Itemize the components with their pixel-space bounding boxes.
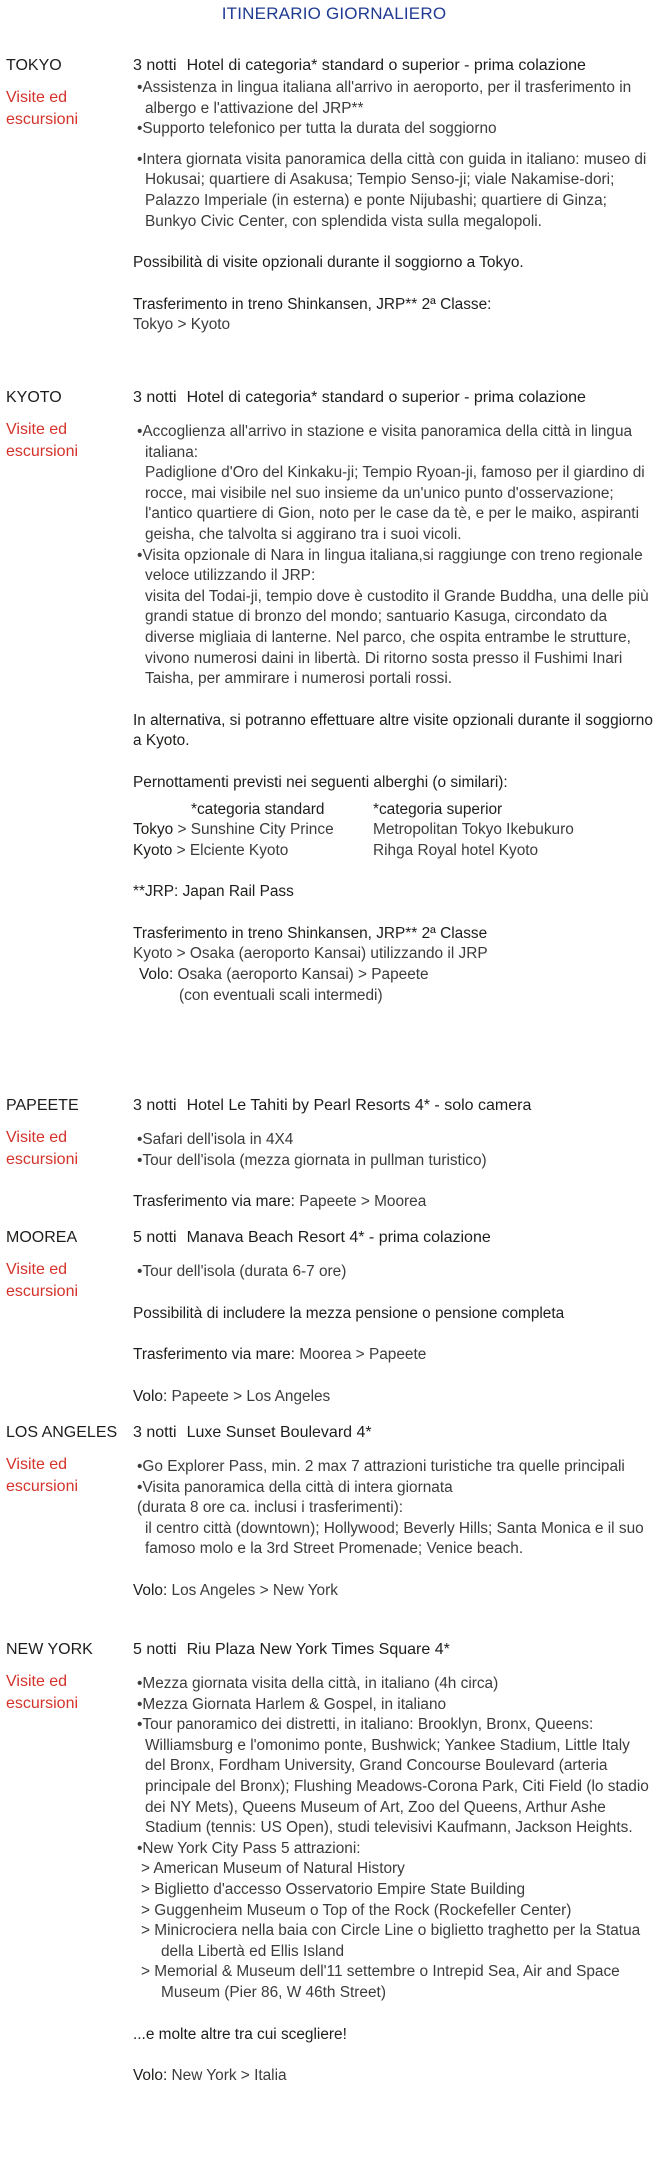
visits-label: Visite ed escursioni: [6, 89, 79, 128]
transfer-route: Kyoto > Osaka (aeroporto Kansai) utilizzando il JRP: [133, 945, 488, 963]
flight-line: Volo: New York > Italia: [133, 2067, 287, 2085]
section-content: [133, 1457, 653, 1602]
hotel-name: Luxe Sunset Boulevard 4*: [186, 1424, 372, 1441]
hotels-intro: Pernottamenti previsti nei seguenti alberghi (o similari):: [133, 773, 508, 791]
section-content: [133, 1262, 653, 1407]
flight-line: Volo: Osaka (aeroporto Kansai) > Papeete: [139, 966, 429, 984]
city-name: PAPEETE: [6, 1097, 79, 1114]
nights: 3 notti: [133, 1424, 177, 1441]
list-item: •Go Explorer Pass, min. 2 max 7 attrazioni turistiche tra quelle principali: [137, 1458, 625, 1475]
visits-label: Visite ed escursioni: [6, 421, 79, 460]
city-name: LOS ANGELES: [6, 1424, 118, 1441]
more-note: ...e molte altre tra cui scegliere!: [133, 2025, 347, 2043]
hotels-header-standard: *categoria standard: [191, 800, 325, 818]
section-content: [133, 1130, 653, 1213]
transfer-line: Trasferimento via mare: Papeete > Moorea: [133, 1193, 427, 1211]
pass-item: > Memorial & Museum dell'11 settembre o Intrepid Sea, Air and Space Museum (Pier 86, W 46th Street): [141, 1963, 620, 2001]
stay-header: [133, 57, 586, 75]
pass-item: > American Museum of Natural History: [141, 1860, 405, 1878]
stay-header: [133, 1229, 491, 1247]
page-title: ITINERARIO GIORNALIERO: [221, 4, 447, 23]
pass-item: > Minicrociera nella baia con Circle Line o biglietto traghetto per la Statua della Libertà ed Ellis Island: [141, 1922, 641, 1960]
list-item: •Visita opzionale di Nara in lingua italiana,si raggiunge con treno regionale veloce utilizzando il JRP:: [137, 546, 643, 585]
pass-item: > Guggenheim Museum o Top of the Rock (Rockefeller Center): [141, 1901, 572, 1919]
nights: 3 notti: [133, 1097, 177, 1114]
hotels-table: [133, 800, 653, 862]
optional-visits: Possibilità di visite opzionali durante il soggiorno a Tokyo.: [133, 254, 524, 272]
list-item: •Mezza Giornata Harlem & Gospel, in italiano: [137, 1695, 447, 1713]
transfer-route: Tokyo > Kyoto: [133, 316, 231, 334]
nights: 5 notti: [133, 1641, 177, 1658]
transfer-label: Trasferimento in treno Shinkansen, JRP** 2ª Classe: [133, 924, 488, 942]
visits-label: Visite ed escursioni: [6, 1129, 79, 1168]
stay-header: [133, 1424, 372, 1442]
city-name: NEW YORK: [6, 1641, 93, 1658]
flight-note: (con eventuali scali intermedi): [179, 986, 383, 1004]
visits-label: Visite ed escursioni: [6, 1456, 79, 1495]
city-name: TOKYO: [6, 57, 62, 74]
list-item: •Supporto telefonico per tutta la durata del soggiorno: [137, 120, 497, 138]
alternative-note: In alternativa, si potranno effettuare altre visite opzionali durante il soggiorno a Kyoto.: [133, 711, 653, 750]
table-row: Kyoto > Elciente Kyoto: [133, 841, 289, 859]
section-content: [133, 422, 653, 1006]
list-item: •Tour panoramico dei distretti, in italiano: Brooklyn, Bronx, Queens: Williamsburg e l'omonimo ponte, Bushwick; Yankee Stadium, Little Italy del Bronx, Fordham University, Grand Concourse Boulevard (arteria principale del Bronx); Flushing Meadows-Corona Park, Citi Field (lo stadio dei NY Mets), Queens Museum of Art, Zoo del Queens, Arthur Ashe Stadium (tennis: US Open), studi televisivi Kaufmann, Jackson Heights.: [137, 1716, 649, 1837]
flight-line: Volo: Los Angeles > New York: [133, 1581, 338, 1599]
list-item: •Intera giornata visita panoramica della città con guida in italiano: museo di Hokusai; quartiere di Asakusa; Tempio Senso-ji; viale Nakamise-dori; Palazzo Imperiale (in esterna) e ponte Nijubashi; quartiere di Ginza; Bunkyo Civic Center, con splendida vista sulla megalopoli.: [137, 150, 647, 230]
list-item: •New York City Pass 5 attrazioni:: [137, 1839, 361, 1857]
list-item-detail: (durata 8 ore ca. inclusi i trasferimenti):: [137, 1499, 404, 1517]
list-item: •Visita panoramica della città di intera giornata: [137, 1478, 453, 1496]
pass-item: > Biglietto d'accesso Osservatorio Empire State Building: [141, 1880, 526, 1898]
list-item: •Mezza giornata visita della città, in italiano (4h circa): [137, 1675, 499, 1692]
city-name: KYOTO: [6, 389, 62, 406]
nights: 3 notti: [133, 57, 177, 74]
list-item: •Accoglienza all'arrivo in stazione e visita panoramica della città in lingua italiana:: [137, 423, 633, 461]
list-item: •Tour dell'isola (durata 6-7 ore): [137, 1263, 347, 1280]
hotel-name: Riu Plaza New York Times Square 4*: [186, 1641, 450, 1658]
section-content: [133, 78, 653, 336]
transfer-label: Trasferimento in treno Shinkansen, JRP** 2ª Classe:: [133, 295, 492, 313]
table-cell: Rihga Royal hotel Kyoto: [373, 841, 539, 859]
hotel-name: Hotel Le Tahiti by Pearl Resorts 4* - solo camera: [186, 1097, 532, 1114]
stay-header: [133, 1641, 450, 1659]
flight-line: Volo: Papeete > Los Angeles: [133, 1387, 331, 1405]
list-item-detail: il centro città (downtown); Hollywood; Beverly Hills; Santa Monica e il suo famoso molo e la 3rd Street Promenade; Venice beach.: [145, 1519, 644, 1558]
hotels-header-superior: *categoria superior: [373, 800, 503, 818]
hotel-name: Hotel di categoria* standard o superior - prima colazione: [186, 57, 586, 74]
visits-label: Visite ed escursioni: [6, 1261, 79, 1300]
section-content: [133, 1674, 653, 2087]
stay-header: [133, 1097, 531, 1115]
nights: 3 notti: [133, 389, 177, 406]
jrp-note: **JRP: Japan Rail Pass: [133, 883, 294, 901]
list-item-detail: visita del Todai-ji, tempio dove è custodito il Grande Buddha, una delle più grandi statue di bronzo del mondo; santuario Kasuga, circondato da diverse migliaia di lanterne. Nel parco, che ospita entrambe le strutture, vivono numerosi daini in libertà. Di ritorno sosta presso il Fushimi Inari Taisha, per ammirare i numerosi portali rossi.: [145, 587, 649, 688]
transfer-line: Trasferimento via mare: Moorea > Papeete: [133, 1346, 427, 1364]
nights: 5 notti: [133, 1229, 177, 1246]
table-cell: Metropolitan Tokyo Ikebukuro: [373, 821, 574, 839]
hotel-name: Manava Beach Resort 4* - prima colazione: [186, 1229, 491, 1246]
visits-label: Visite ed escursioni: [6, 1673, 79, 1712]
city-name: MOOREA: [6, 1229, 78, 1246]
hotel-name: Hotel di categoria* standard o superior - prima colazione: [186, 389, 586, 406]
table-row: Tokyo > Sunshine City Prince: [133, 821, 334, 839]
list-item: •Tour dell'isola (mezza giornata in pullman turistico): [137, 1151, 487, 1169]
board-option: Possibilità di includere la mezza pensione o pensione completa: [133, 1304, 565, 1322]
stay-header: [133, 389, 586, 407]
list-item: •Assistenza in lingua italiana all'arrivo in aeroporto, per il trasferimento in albergo e l'attivazione del JRP**: [137, 79, 632, 117]
list-item: •Safari dell'isola in 4X4: [137, 1131, 294, 1148]
list-item-detail: Padiglione d'Oro del Kinkaku-ji; Tempio Ryoan-ji, famoso per il giardino di rocce, mai visibile nel suo insieme da un'unico punto d'osservazione; l'antico quartiere di Gion, noto per le case da tè, e per le maiko, aspiranti geisha, che talvolta si aggirano tra i suoi vicoli.: [145, 464, 645, 543]
